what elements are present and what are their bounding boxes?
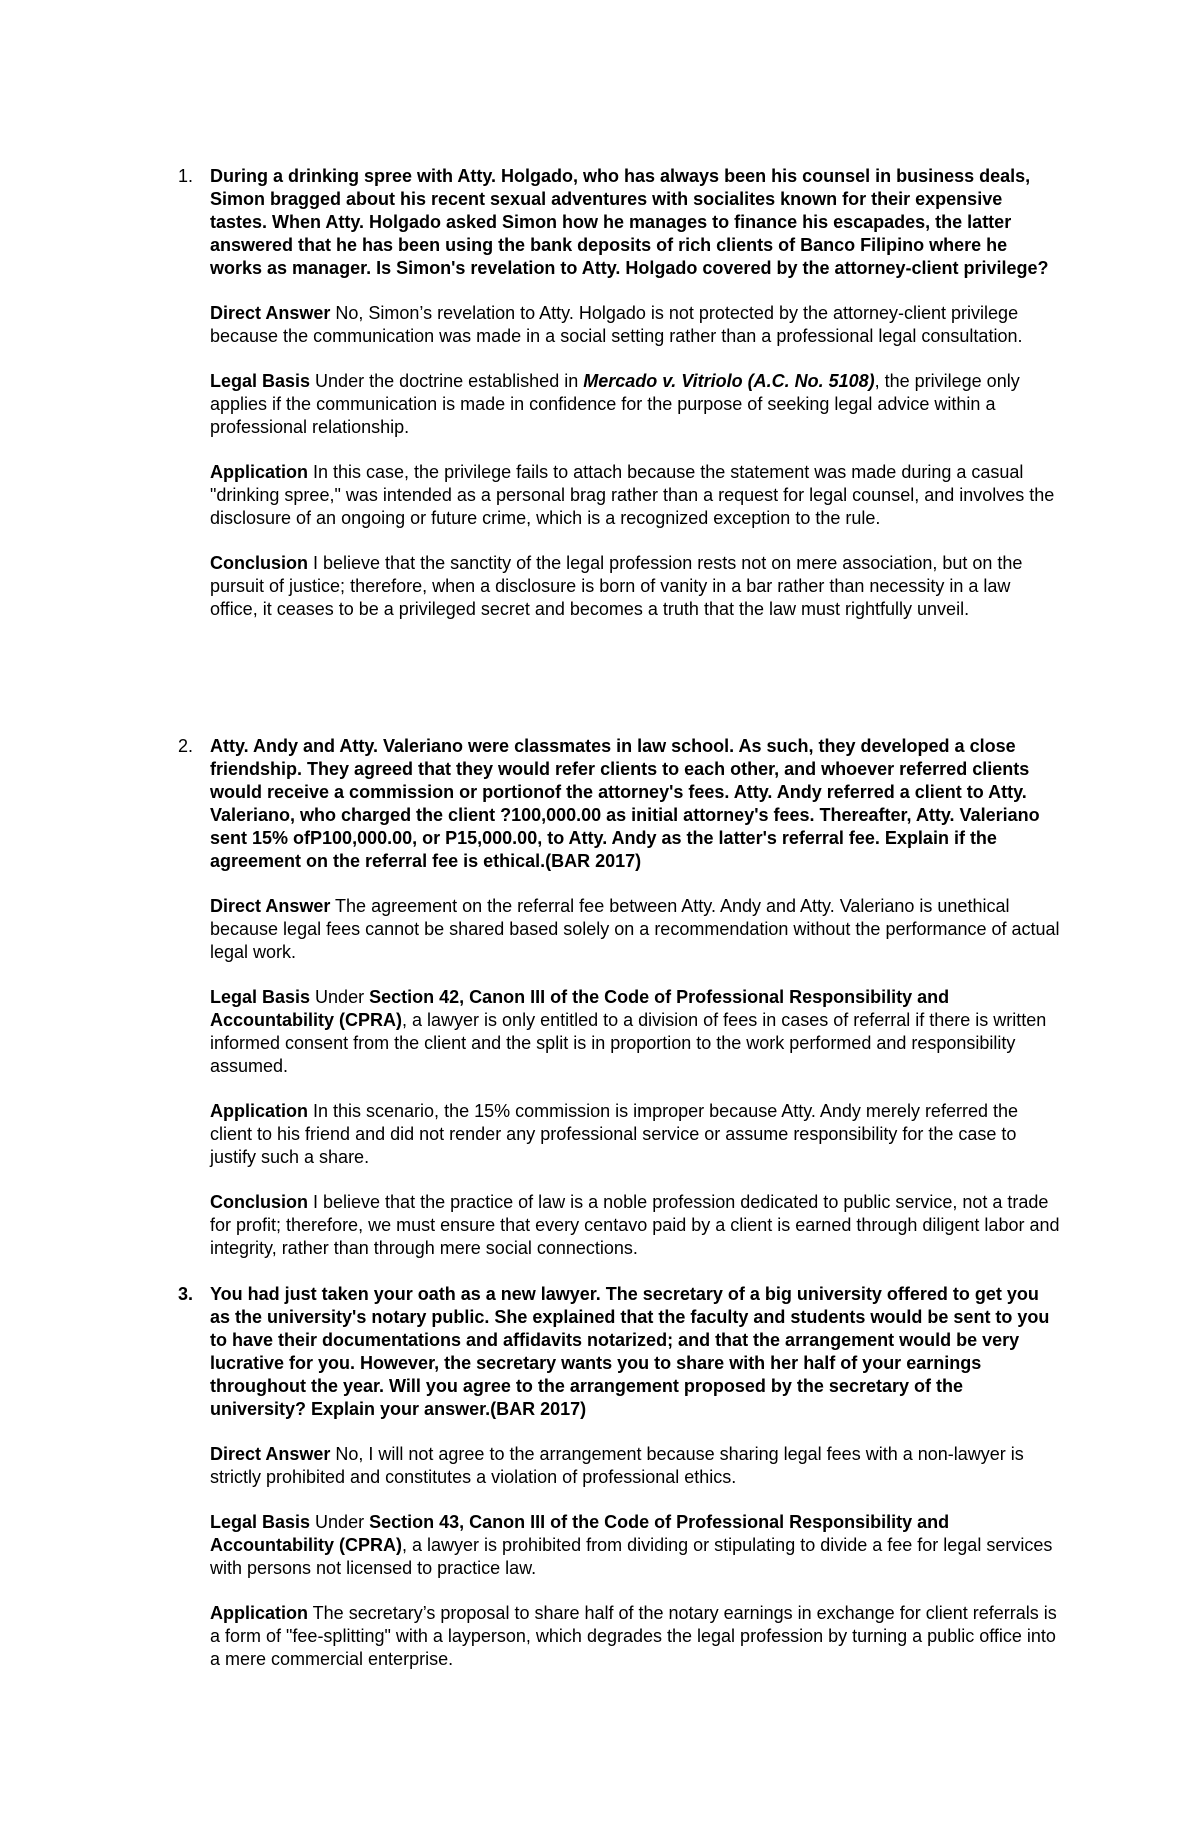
direct-answer-text: No, I will not agree to the arrangement because sharing legal fees with a non-lawyer is strictly prohibited and constitutes a violation of professional ethics. — [210, 1444, 1024, 1487]
legal-basis — [210, 370, 1060, 439]
legal-basis-intro: Under the doctrine established in — [310, 371, 584, 391]
direct-answer-text: The agreement on the referral fee between Atty. Andy and Atty. Valeriano is unethical because legal fees cannot be shared based solely on a recommendation without the performance of actual legal work. — [210, 896, 1060, 962]
question-text: You had just taken your oath as a new lawyer. The secretary of a big university offered to get you as the university's notary public. She explained that the faculty and students would be sent to you to have their documentations and affidavits notarized; and that the arrangement would be very lucrative for you. However, the secretary wants you to share with her half of your earnings throughout the year. Will you agree to the arrangement proposed by the secretary of the university? Explain your answer.(BAR 2017) — [210, 1284, 1050, 1419]
application-label: Application — [210, 462, 308, 482]
legal-basis-text: , a lawyer is prohibited from dividing or stipulating to divide a fee for legal services with persons not licensed to practice law. — [210, 1535, 1053, 1578]
question-text: During a drinking spree with Atty. Holgado, who has always been his counsel in business deals, Simon bragged about his recent sexual adventures with socialites known for their expensive tastes. When Atty. Holgado asked Simon how he manages to finance his escapades, the latter answered that he has been using the bank deposits of rich clients of Banco Filipino where he works as manager. Is Simon's revelation to Atty. Holgado covered by the attorney-client privilege? — [210, 166, 1049, 278]
application — [210, 1100, 1060, 1169]
application — [210, 461, 1060, 530]
direct-answer-label: Direct Answer — [210, 303, 331, 323]
application-label: Application — [210, 1101, 308, 1121]
question-item-3 — [178, 1283, 1060, 1693]
conclusion — [210, 1191, 1060, 1260]
legal-basis-intro: Under — [310, 987, 370, 1007]
question-item-1 — [178, 165, 1060, 643]
conclusion-label: Conclusion — [210, 1192, 308, 1212]
legal-basis — [210, 986, 1060, 1078]
conclusion-text: I believe that the sanctity of the legal profession rests not on mere association, but on the pursuit of justice; therefore, when a disclosure is born of vanity in a bar rather than necessity in a law office, it ceases to be a privileged secret and becomes a truth that the law must rightfully unveil. — [210, 553, 1023, 619]
direct-answer-label: Direct Answer — [210, 896, 331, 916]
application — [210, 1602, 1060, 1671]
application-text: In this case, the privilege fails to attach because the statement was made during a casual "drinking spree," was intended as a personal brag rather than a request for legal counsel, and involves the disclosure of an ongoing or future crime, which is a recognized exception to the rule. — [210, 462, 1055, 528]
legal-basis-reference: Section 43, Canon III of the Code of Professional Responsibility and Accountability (CPRA) — [210, 1512, 950, 1555]
legal-basis-reference: Section 42, Canon III of the Code of Professional Responsibility and Accountability (CPRA) — [210, 987, 950, 1030]
direct-answer — [210, 1443, 1060, 1489]
legal-basis-label: Legal Basis — [210, 371, 311, 391]
conclusion — [210, 552, 1060, 621]
legal-basis-text: , the privilege only applies if the communication is made in confidence for the purpose of seeking legal advice within a professional relationship. — [210, 371, 1020, 437]
direct-answer — [210, 302, 1060, 348]
direct-answer — [210, 895, 1060, 964]
application-text: The secretary’s proposal to share half of the notary earnings in exchange for client referrals is a form of "fee-splitting" with a layperson, which degrades the legal profession by turning a public office into a mere commercial enterprise. — [210, 1603, 1057, 1669]
legal-basis-reference: Mercado v. Vitriolo (A.C. No. 5108) — [583, 371, 875, 391]
direct-answer-text: No, Simon’s revelation to Atty. Holgado is not protected by the attorney-client privilege because the communication was made in a social setting rather than a professional legal consultation. — [210, 303, 1023, 346]
item-number: 3. — [178, 1284, 194, 1304]
conclusion-label: Conclusion — [210, 553, 308, 573]
legal-basis-label: Legal Basis — [210, 987, 311, 1007]
legal-basis-intro: Under — [310, 1512, 370, 1532]
direct-answer-label: Direct Answer — [210, 1444, 331, 1464]
question-item-2 — [178, 735, 1060, 1282]
item-number: 1. — [178, 166, 194, 186]
item-number: 2. — [178, 736, 194, 756]
question-text: Atty. Andy and Atty. Valeriano were classmates in law school. As such, they developed a close friendship. They agreed that they would refer clients to each other, and whoever referred clients would receive a commission or portionof the attorney's fees. Atty. Andy referred a client to Atty. Valeriano, who charged the client ?100,000.00 as initial attorney's fees. Thereafter, Atty. Valeriano sent 15% ofP100,000.00, or P15,000.00, to Atty. Andy as the latter's referral fee. Explain if the agreement on the referral fee is ethical.(BAR 2017) — [210, 736, 1040, 871]
legal-basis — [210, 1511, 1060, 1580]
application-text: In this scenario, the 15% commission is improper because Atty. Andy merely referred the client to his friend and did not render any professional service or assume responsibility for the case to justify such a share. — [210, 1101, 1018, 1167]
application-label: Application — [210, 1603, 308, 1623]
legal-basis-label: Legal Basis — [210, 1512, 311, 1532]
legal-basis-text: , a lawyer is only entitled to a division of fees in cases of referral if there is written informed consent from the client and the split is in proportion to the work performed and responsibility assumed. — [210, 1010, 1047, 1076]
conclusion-text: I believe that the practice of law is a noble profession dedicated to public service, not a trade for profit; therefore, we must ensure that every centavo paid by a client is earned through diligent labor and integrity, rather than through mere social connections. — [210, 1192, 1060, 1258]
